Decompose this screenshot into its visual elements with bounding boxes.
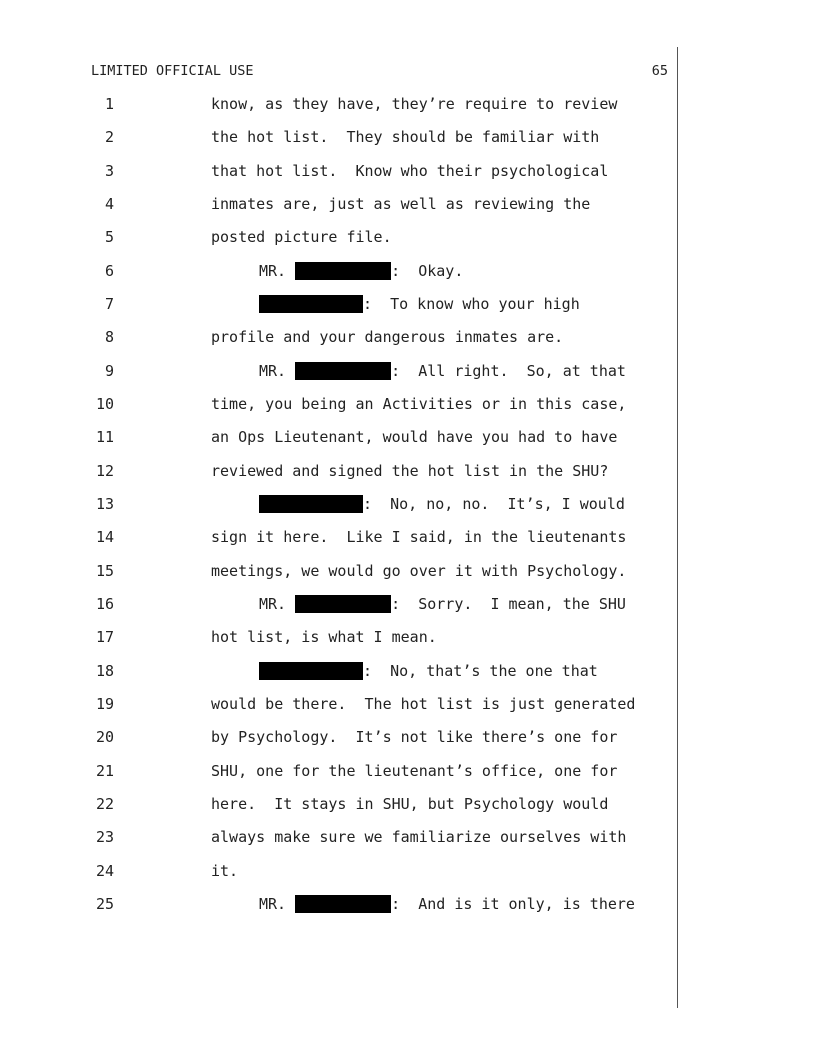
transcript-line bbox=[0, 127, 677, 147]
line-text: by Psychology. It’s not like there’s one for bbox=[211, 728, 618, 746]
line-number: 4 bbox=[104, 195, 114, 213]
line-number: 17 bbox=[95, 628, 114, 646]
line-text: here. It stays in SHU, but Psychology would bbox=[211, 795, 609, 813]
redaction-bar bbox=[259, 662, 363, 680]
line-text: that hot list. Know who their psychological bbox=[211, 162, 609, 180]
line-text: : No, that’s the one that bbox=[259, 661, 598, 681]
transcript-line bbox=[0, 594, 677, 614]
transcript-line bbox=[0, 261, 677, 281]
line-text: sign it here. Like I said, in the lieutenants bbox=[211, 528, 627, 546]
line-number: 10 bbox=[95, 395, 114, 413]
transcript-line bbox=[0, 827, 677, 847]
transcript-line bbox=[0, 394, 677, 414]
page-number: 65 bbox=[651, 63, 668, 79]
transcript-line bbox=[0, 327, 677, 347]
line-number: 20 bbox=[95, 728, 114, 746]
line-text: MR. : Okay. bbox=[259, 262, 464, 280]
redaction-bar bbox=[295, 895, 391, 913]
transcript-line bbox=[0, 727, 677, 747]
transcript-line bbox=[0, 527, 677, 547]
line-number: 15 bbox=[95, 562, 114, 580]
line-number: 3 bbox=[104, 162, 114, 180]
line-number: 11 bbox=[95, 428, 114, 446]
transcript-line bbox=[0, 894, 677, 914]
line-number: 14 bbox=[95, 528, 114, 546]
line-number: 9 bbox=[104, 362, 114, 380]
line-number: 12 bbox=[95, 462, 114, 480]
line-text: posted picture file. bbox=[211, 228, 392, 246]
line-text: SHU, one for the lieutenant’s office, one for bbox=[211, 762, 618, 780]
transcript-line bbox=[0, 161, 677, 181]
line-text: hot list, is what I mean. bbox=[211, 628, 437, 646]
transcript-line bbox=[0, 494, 677, 514]
transcript-line bbox=[0, 861, 677, 881]
line-number: 25 bbox=[95, 895, 114, 913]
transcript-line bbox=[0, 227, 677, 247]
line-text: know, as they have, they’re require to review bbox=[211, 95, 618, 113]
page-margin-rule bbox=[677, 47, 678, 1008]
line-text: the hot list. They should be familiar with bbox=[211, 128, 600, 146]
line-text: MR. : All right. So, at that bbox=[259, 362, 626, 380]
line-text: time, you being an Activities or in this case, bbox=[211, 395, 627, 413]
redaction-bar bbox=[295, 362, 391, 380]
line-number: 22 bbox=[95, 795, 114, 813]
transcript-line bbox=[0, 794, 677, 814]
redaction-bar bbox=[295, 262, 391, 280]
transcript-line bbox=[0, 661, 677, 681]
line-text: MR. : And is it only, is there bbox=[259, 895, 635, 913]
redaction-bar bbox=[259, 495, 363, 513]
line-number: 23 bbox=[95, 828, 114, 846]
line-text: MR. : Sorry. I mean, the SHU bbox=[259, 595, 626, 613]
line-text: an Ops Lieutenant, would have you had to have bbox=[211, 428, 618, 446]
line-text: it. bbox=[211, 862, 239, 880]
transcript-line bbox=[0, 694, 677, 714]
transcript-line bbox=[0, 361, 677, 381]
line-number: 13 bbox=[95, 495, 114, 513]
line-text: inmates are, just as well as reviewing the bbox=[211, 195, 591, 213]
line-text: : To know who your high bbox=[259, 294, 580, 314]
line-text: always make sure we familiarize ourselves with bbox=[211, 828, 627, 846]
line-text: meetings, we would go over it with Psychology. bbox=[211, 562, 627, 580]
transcript-line bbox=[0, 427, 677, 447]
transcript-line bbox=[0, 561, 677, 581]
transcript-line bbox=[0, 194, 677, 214]
line-number: 8 bbox=[104, 328, 114, 346]
transcript-line bbox=[0, 294, 677, 314]
line-text: reviewed and signed the hot list in the SHU? bbox=[211, 462, 609, 480]
line-number: 19 bbox=[95, 695, 114, 713]
classification-label: LIMITED OFFICIAL USE bbox=[91, 63, 254, 79]
transcript-line bbox=[0, 94, 677, 114]
line-number: 18 bbox=[95, 662, 114, 680]
line-number: 6 bbox=[104, 262, 114, 280]
line-text: would be there. The hot list is just generated bbox=[211, 695, 636, 713]
transcript-line bbox=[0, 627, 677, 647]
line-number: 24 bbox=[95, 862, 114, 880]
line-number: 1 bbox=[104, 95, 114, 113]
line-number: 7 bbox=[104, 295, 114, 313]
transcript-line bbox=[0, 761, 677, 781]
line-text: profile and your dangerous inmates are. bbox=[211, 328, 564, 346]
line-text: : No, no, no. It’s, I would bbox=[259, 494, 625, 514]
transcript-line bbox=[0, 461, 677, 481]
line-number: 5 bbox=[104, 228, 114, 246]
page-header bbox=[91, 62, 668, 80]
line-number: 2 bbox=[104, 128, 114, 146]
redaction-bar bbox=[259, 295, 363, 313]
line-number: 21 bbox=[95, 762, 114, 780]
redaction-bar bbox=[295, 595, 391, 613]
line-number: 16 bbox=[95, 595, 114, 613]
